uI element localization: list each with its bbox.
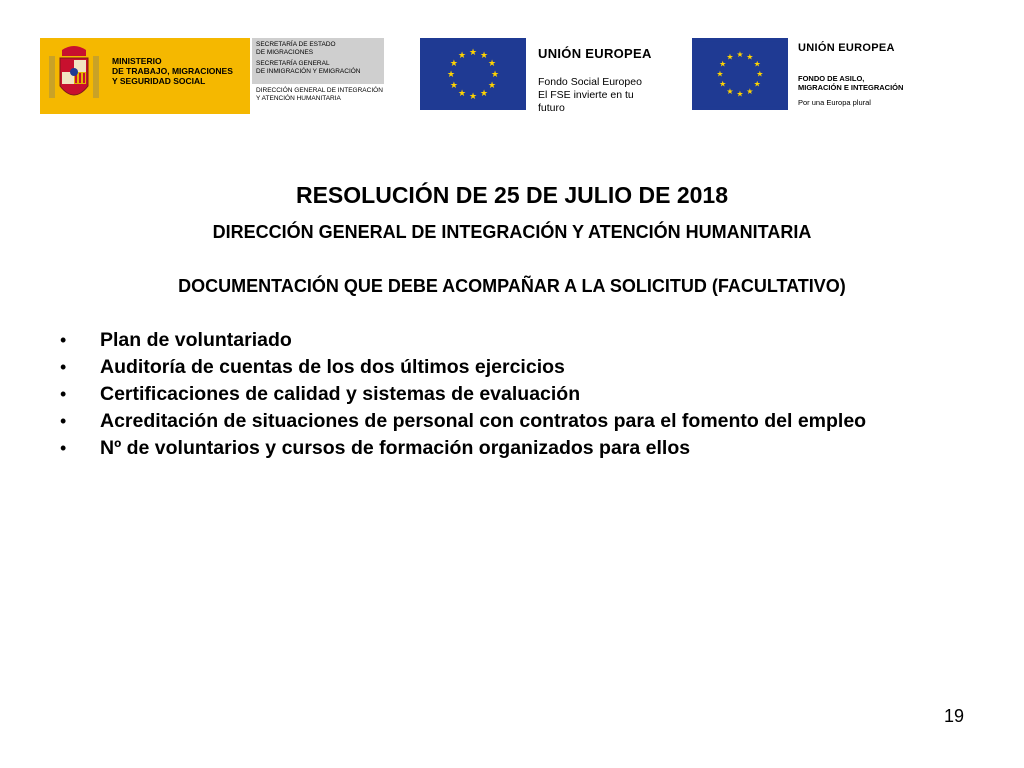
eu-star-icon: ★: [488, 58, 497, 68]
eu-star-icon: ★: [736, 49, 744, 59]
eu-star-icon: ★: [468, 47, 478, 57]
eu-star-icon: ★: [746, 86, 754, 96]
bullet-icon: •: [60, 357, 67, 377]
eu-star-icon: ★: [488, 80, 497, 90]
list-item: [60, 356, 962, 378]
section-title: DOCUMENTACIÓN QUE DEBE ACOMPAÑAR A LA SOLICITUD (FACULTATIVO): [178, 276, 846, 296]
eu-star-icon: ★: [753, 79, 761, 89]
documentation-list: [60, 329, 962, 464]
eu-star-icon: ★: [746, 52, 754, 62]
eu-fse-title: UNIÓN EUROPEA: [538, 46, 652, 61]
eu-star-icon: ★: [449, 80, 458, 90]
eu-flag-icon: [420, 38, 526, 110]
eu-star-icon: ★: [457, 88, 467, 99]
list-item-text: Nº de voluntarios y cursos de formación organizados para ellos: [100, 437, 691, 459]
list-item: [60, 437, 962, 459]
secretaria-estado-text: SECRETARÍA DE ESTADO DE MIGRACIONES: [256, 41, 336, 56]
eu-star-icon: ★: [726, 86, 734, 96]
ministerio-name: MINISTERIO DE TRABAJO, MIGRACIONES Y SEGURIDAD SOCIAL: [112, 56, 233, 86]
eu-fami-motto: Por una Europa plural: [798, 98, 871, 107]
bullet-icon: •: [60, 411, 67, 431]
eu-fami-subtitle: FONDO DE ASILO, MIGRACIÓN E INTEGRACIÓN: [798, 74, 904, 92]
document-subtitle: DIRECCIÓN GENERAL DE INTEGRACIÓN Y ATENCIÓN HUMANITARIA: [212, 222, 812, 242]
secretaria-block: [252, 38, 384, 114]
logo-header: [0, 0, 1024, 130]
eu-star-icon: ★: [479, 88, 489, 99]
eu-star-icon: ★: [719, 59, 727, 69]
direccion-general-text: DIRECCIÓN GENERAL DE INTEGRACIÓN Y ATENCIÓN HUMANITARIA: [256, 87, 383, 102]
eu-star-icon: ★: [726, 52, 734, 62]
eu-star-icon: ★: [736, 89, 744, 99]
list-item: [60, 410, 962, 432]
list-item-text: Auditoría de cuentas de los dos últimos ejercicios: [100, 356, 565, 378]
eu-star-icon: ★: [719, 79, 727, 89]
bullet-icon: •: [60, 438, 67, 458]
bullet-icon: •: [60, 384, 67, 404]
list-item: [60, 383, 962, 405]
eu-flag-icon: [692, 38, 788, 110]
page-number: 19: [943, 706, 964, 726]
eu-fami-title: UNIÓN EUROPEA: [798, 42, 895, 54]
eu-star-icon: ★: [753, 59, 761, 69]
document-title: RESOLUCIÓN DE 25 DE JULIO DE 2018: [295, 182, 728, 208]
list-item-text: Certificaciones de calidad y sistemas de evaluación: [100, 383, 581, 405]
eu-star-icon: ★: [446, 69, 456, 79]
eu-star-icon: ★: [449, 58, 458, 68]
eu-fse-logo: [420, 38, 660, 112]
list-item: [60, 329, 962, 351]
list-item-text: Acreditación de situaciones de personal con contratos para el fomento del empleo: [100, 410, 867, 432]
eu-fami-logo: [692, 38, 922, 112]
eu-star-icon: ★: [716, 69, 724, 79]
bullet-icon: •: [60, 330, 67, 350]
eu-star-icon: ★: [468, 91, 478, 101]
spain-coat-of-arms-icon: [46, 42, 102, 110]
eu-fse-subtitle: Fondo Social Europeo El FSE invierte en tu futuro: [538, 76, 642, 114]
eu-star-icon: ★: [457, 49, 467, 60]
eu-star-icon: ★: [479, 49, 489, 60]
list-item-text: Plan de voluntariado: [100, 329, 292, 351]
secretaria-general-text: SECRETARÍA GENERAL DE INMIGRACIÓN Y EMIGRACIÓN: [256, 60, 361, 75]
eu-star-icon: ★: [756, 69, 764, 79]
eu-star-icon: ★: [490, 69, 500, 79]
ministerio-logo: [40, 38, 250, 114]
